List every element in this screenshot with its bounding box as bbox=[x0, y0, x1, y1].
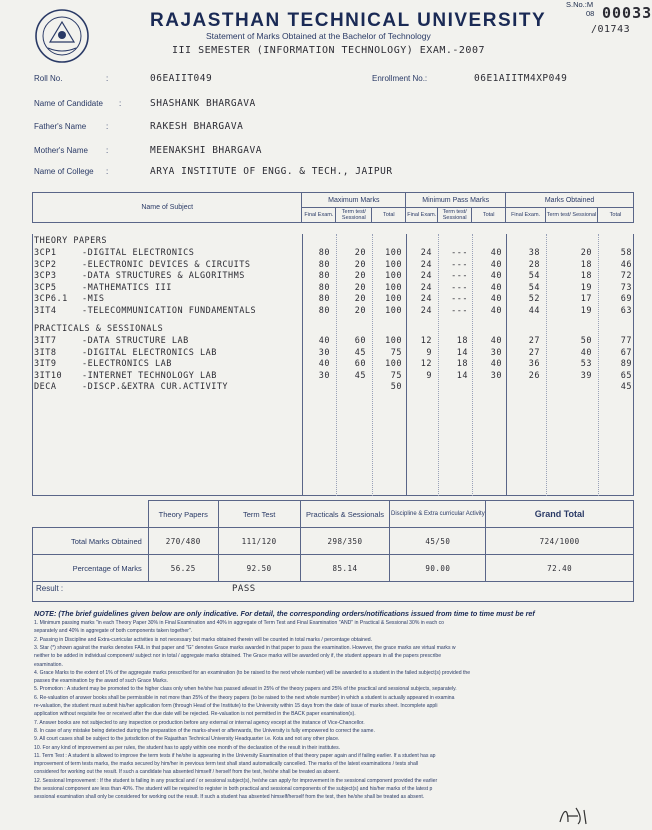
practical-total: 298/350 bbox=[300, 528, 390, 555]
mark-ot: 53 bbox=[580, 359, 592, 370]
candidate-label: Name of Candidate bbox=[34, 99, 103, 108]
mark-mtot: 75 bbox=[390, 347, 402, 358]
mark-pt: --- bbox=[451, 282, 468, 293]
mark-mt: 45 bbox=[354, 347, 366, 358]
percentage-label: Percentage of Marks bbox=[33, 555, 149, 582]
result-value: PASS bbox=[232, 584, 256, 594]
subject-name: -DIGITAL ELECTRONICS bbox=[82, 248, 195, 258]
mark-pt: 18 bbox=[456, 336, 468, 346]
note-line: 1. Minimum passing marks "in each Theory Paper 30% in Final Examination and 40% in aggregate of Term Test and Final Examination "AND" in Practical & Sessional 30% in each co bbox=[34, 620, 445, 626]
mark-pf: 12 bbox=[420, 336, 432, 346]
summary-theory-header: Theory Papers bbox=[148, 501, 218, 528]
mark-ptot: 30 bbox=[490, 370, 502, 381]
university-title: RAJASTHAN TECHNICAL UNIVERSITY bbox=[150, 10, 547, 31]
mark-of: 27 bbox=[528, 347, 540, 358]
candidate-value: SHASHANK BHARGAVA bbox=[150, 98, 256, 109]
mark-ptot: 40 bbox=[490, 259, 502, 270]
mark-otot: 89 bbox=[620, 359, 632, 370]
mark-mf: 30 bbox=[318, 347, 330, 358]
mark-mtot: 100 bbox=[385, 306, 402, 316]
mark-of: 27 bbox=[528, 336, 540, 346]
mark-mtot: 100 bbox=[385, 336, 402, 346]
total-marks-label: Total Marks Obtained bbox=[33, 528, 149, 555]
subject-code: 3CP3 bbox=[34, 271, 57, 282]
mark-pt: --- bbox=[451, 306, 468, 316]
note-line: sessional examination shall only be considered for working out the result. If such a student has absented himself/herself from the test, then he/she shall be treated as absent. bbox=[34, 794, 425, 801]
mark-ptot: 40 bbox=[490, 336, 502, 346]
colon: : bbox=[106, 167, 109, 176]
note-line: the sessional component are less than 40%. The student will be required to register in both practical and sessional components of the subject(s) and his/her marks of the latest p bbox=[34, 786, 433, 792]
subject-name: -TELECOMMUNICATION FUNDAMENTALS bbox=[82, 306, 257, 316]
subject-name: -ELECTRONIC DEVICES & CIRCUITS bbox=[82, 259, 251, 270]
mark-ot: 18 bbox=[580, 271, 592, 282]
mark-pf: 9 bbox=[426, 370, 432, 381]
mark-otot: 77 bbox=[620, 336, 632, 346]
result-label: Result : bbox=[36, 584, 64, 593]
mark-mf: 80 bbox=[318, 294, 330, 305]
mark-ptot: 40 bbox=[490, 271, 502, 282]
term-subheader: Term test/ Sessional bbox=[546, 208, 598, 223]
note-line: neither to be added in individual component/ subject nor in total / aggregate marks obtained. The Grace marks will be awarded only if, the student appears in all the papers prescribe bbox=[34, 653, 442, 660]
mark-of: 26 bbox=[528, 370, 540, 381]
total-subheader: Total bbox=[372, 208, 406, 223]
mark-mf: 40 bbox=[318, 336, 330, 346]
mark-otot: 69 bbox=[620, 294, 632, 305]
mark-mt: 20 bbox=[354, 294, 366, 305]
mark-ptot: 40 bbox=[490, 359, 502, 370]
note-line: considered for working out the result. If such a candidate has absented himself / herself from the test, he/she shall be treated as absent. bbox=[34, 769, 340, 776]
mark-pt: --- bbox=[451, 248, 468, 258]
mark-otot: 67 bbox=[620, 347, 632, 358]
mark-of: 54 bbox=[528, 282, 540, 293]
notes-heading: NOTE: (The brief guidelines given below are only indicative. For detail, the corresponding orders/notifications issued from time to time must be ref bbox=[34, 609, 535, 618]
mark-pf: 12 bbox=[420, 359, 432, 370]
mark-mf: 80 bbox=[318, 282, 330, 293]
subject-code: DECA bbox=[34, 382, 57, 393]
note-line: separately and 40% in aggregate of both components taken together". bbox=[34, 628, 193, 635]
mark-pf: 24 bbox=[420, 282, 432, 293]
colon: : bbox=[106, 74, 109, 83]
note-line: 3. Star (*) shown against the marks denotes FAIL in that paper and "G" denotes Grace marks awarded in that paper to pass the examination. However, the grace marks are virtual marks w bbox=[34, 644, 456, 651]
mark-mtot: 100 bbox=[385, 259, 402, 270]
mark-mt: 20 bbox=[354, 282, 366, 293]
mark-pt: 14 bbox=[456, 347, 468, 358]
mark-mt: 20 bbox=[354, 306, 366, 316]
marks-table-header bbox=[32, 192, 634, 223]
mark-pf: 24 bbox=[420, 259, 432, 270]
final-subheader: Final Exam. bbox=[302, 208, 336, 223]
subject-code: 3CP1 bbox=[34, 248, 57, 258]
mark-of: 44 bbox=[528, 306, 540, 316]
subject-name: -DATA STRUCTURE LAB bbox=[82, 336, 189, 346]
mark-pt: --- bbox=[451, 259, 468, 270]
university-seal-logo bbox=[32, 8, 92, 64]
subject-name: -MATHEMATICS III bbox=[82, 282, 172, 293]
mark-of: 28 bbox=[528, 259, 540, 270]
mark-otot: 65 bbox=[620, 370, 632, 381]
mark-pt: --- bbox=[451, 294, 468, 305]
serial-label: S.No.:M bbox=[566, 0, 594, 9]
enrollment-value: 06E1AIITM4XP049 bbox=[474, 73, 568, 84]
subject-code: 3CP2 bbox=[34, 259, 57, 270]
mark-mtot: 75 bbox=[390, 370, 402, 381]
note-line: 9. All court cases shall be subject to the jurisdiction of the Rajasthan Technical University Headquarter i.e. Kota and not any other place. bbox=[34, 736, 340, 743]
mark-pf: 24 bbox=[420, 294, 432, 305]
final-subheader: Final Exam. bbox=[406, 208, 438, 223]
roll-value: 06EAIIT049 bbox=[150, 73, 213, 84]
mark-pf: 24 bbox=[420, 306, 432, 316]
total-subheader: Total bbox=[472, 208, 506, 223]
summary-grand-header: Grand Total bbox=[486, 501, 634, 528]
result-row bbox=[32, 574, 634, 602]
mark-otot: 58 bbox=[620, 248, 632, 258]
summary-practical-header: Practicals & Sessionals bbox=[300, 501, 390, 528]
mark-mf: 80 bbox=[318, 271, 330, 282]
term-subheader: Term test/ Sessional bbox=[438, 208, 472, 223]
note-line: 10. For any kind of improvement as per rules, the student has to apply within one month of the declaration of the result in their institutes. bbox=[34, 744, 341, 751]
mark-ot: 50 bbox=[580, 336, 592, 346]
note-line: 2. Passing in Discipline and Extra-curricular activities is not necessary but marks obtained therein will be counted in total marks / percentage obtained. bbox=[34, 636, 373, 643]
colon: : bbox=[106, 146, 109, 155]
summary-table bbox=[32, 500, 634, 582]
max-marks-header: Maximum Marks bbox=[302, 193, 406, 208]
subject-code: 3IT7 bbox=[34, 336, 57, 346]
note-line: 6. Re-valuation of answer books shall be permissible in not more than 25% of the theory papers (to be raised to the next whole number) in which a student is actually appeared in examina bbox=[34, 694, 455, 701]
subject-code: 3CP5 bbox=[34, 282, 57, 293]
mark-mt: 60 bbox=[354, 359, 366, 370]
grand-total: 724/1000 bbox=[486, 528, 634, 555]
mark-of: 52 bbox=[528, 294, 540, 305]
note-line: passes the examination by the award of such Grace Marks. bbox=[34, 678, 168, 685]
note-line: re-valuation, the student must submit his/her application form (through Head of the Institute) to the University within 15 days from the date of issue of marks sheet. Incomplete appli bbox=[34, 703, 438, 709]
mark-otot: 72 bbox=[620, 271, 632, 282]
mark-pt: --- bbox=[451, 271, 468, 282]
mark-mt: 20 bbox=[354, 259, 366, 270]
section-practical: PRACTICALS & SESSIONALS bbox=[34, 324, 164, 334]
mark-ot: 39 bbox=[580, 370, 592, 381]
mark-mtot: 100 bbox=[385, 359, 402, 370]
roll-label: Roll No. bbox=[34, 74, 63, 83]
theory-percentage: 56.25 bbox=[148, 555, 218, 582]
mark-mf: 40 bbox=[318, 359, 330, 370]
subject-code: 3CP6.1 bbox=[34, 294, 68, 305]
total-subheader: Total bbox=[597, 208, 633, 223]
mark-otot: 45 bbox=[620, 382, 632, 393]
mark-ptot: 40 bbox=[490, 248, 502, 258]
mark-mt: 20 bbox=[354, 248, 366, 258]
mark-mt: 60 bbox=[354, 336, 366, 346]
mark-mf: 30 bbox=[318, 370, 330, 381]
father-value: RAKESH BHARGAVA bbox=[150, 121, 244, 132]
subject-name: -DATA STRUCTURES & ALGORITHMS bbox=[82, 271, 245, 282]
theory-total: 270/480 bbox=[148, 528, 218, 555]
mark-of: 36 bbox=[528, 359, 540, 370]
note-line: 11. Term Test : A student is allowed to improve the term tests if he/she is appearing in the University Examination of that theory paper again and if failing earlier. If a student has ap bbox=[34, 752, 436, 759]
mark-ptot: 40 bbox=[490, 282, 502, 293]
mark-ot: 19 bbox=[580, 282, 592, 293]
subject-code: 3IT8 bbox=[34, 347, 57, 358]
serial-prefix: 08 bbox=[586, 9, 595, 18]
discipline-percentage: 90.00 bbox=[390, 555, 486, 582]
summary-term-header: Term Test bbox=[218, 501, 300, 528]
exam-title: III SEMESTER (INFORMATION TECHNOLOGY) EXAM.-2007 bbox=[172, 45, 485, 56]
term-subheader: Term test/ Sessional bbox=[336, 208, 372, 223]
subject-name: -ELECTRONICS LAB bbox=[82, 359, 172, 370]
controller-signature bbox=[556, 806, 596, 830]
mark-pt: 14 bbox=[456, 370, 468, 381]
mark-of: 38 bbox=[528, 248, 540, 258]
term-percentage: 92.50 bbox=[218, 555, 300, 582]
summary-discipline-header: Discipline & Extra curricular Activity bbox=[390, 501, 486, 528]
college-value: ARYA INSTITUTE OF ENGG. & TECH., JAIPUR bbox=[150, 166, 393, 177]
mark-mtot: 100 bbox=[385, 248, 402, 258]
statement-subtitle: Statement of Marks Obtained at the Bachelor of Technology bbox=[206, 31, 431, 41]
subject-name: -MIS bbox=[82, 294, 105, 305]
mark-ot: 20 bbox=[580, 248, 592, 258]
subject-name: -DISCP.&EXTRA CUR.ACTIVITY bbox=[82, 382, 229, 393]
mark-ptot: 40 bbox=[490, 294, 502, 305]
note-line: improvement of term tests marks, the marks secured by him/her in previous term test shall stand automatically cancelled. The marks of the latest examinations / tests shall bbox=[34, 761, 419, 768]
mark-ptot: 30 bbox=[490, 347, 502, 358]
mother-value: MEENAKSHI BHARGAVA bbox=[150, 145, 262, 156]
mark-ot: 40 bbox=[580, 347, 592, 358]
mark-ot: 17 bbox=[580, 294, 592, 305]
colon: : bbox=[106, 122, 109, 131]
mark-ot: 19 bbox=[580, 306, 592, 316]
mark-of: 54 bbox=[528, 271, 540, 282]
term-total: 111/120 bbox=[218, 528, 300, 555]
subject-header: Name of Subject bbox=[33, 193, 302, 223]
min-marks-header: Minimum Pass Marks bbox=[406, 193, 506, 208]
subject-name: -DIGITAL ELECTRONICS LAB bbox=[82, 347, 217, 358]
mother-label: Mother's Name bbox=[34, 146, 88, 155]
college-label: Name of College bbox=[34, 167, 94, 176]
mark-pf: 9 bbox=[426, 347, 432, 358]
mark-mf: 80 bbox=[318, 248, 330, 258]
subject-code: 3IT9 bbox=[34, 359, 57, 370]
note-line: 5. Promotion : A student may be promoted to the higher class only when he/she has passed atleast in 25% of the theory papers and 25% of the practical and sessional subjects, separately. bbox=[34, 686, 457, 693]
mark-mf: 80 bbox=[318, 259, 330, 270]
final-subheader: Final Exam. bbox=[506, 208, 546, 223]
mark-mf: 80 bbox=[318, 306, 330, 316]
note-line: 8. In case of any mistake being detected during the preparation of the marks-sheet or afterwards, the University is fully empowered to correct the same. bbox=[34, 727, 375, 734]
mark-mt: 45 bbox=[354, 370, 366, 381]
subject-name: -INTERNET TECHNOLOGY LAB bbox=[82, 370, 217, 381]
enrollment-label: Enrollment No.: bbox=[372, 74, 428, 83]
mark-mtot: 100 bbox=[385, 282, 402, 293]
mark-otot: 46 bbox=[620, 259, 632, 270]
mark-mtot: 100 bbox=[385, 271, 402, 282]
mark-otot: 73 bbox=[620, 282, 632, 293]
note-line: examination. bbox=[34, 661, 63, 668]
obtained-header: Marks Obtained bbox=[506, 193, 634, 208]
mark-pf: 24 bbox=[420, 248, 432, 258]
mark-pf: 24 bbox=[420, 271, 432, 282]
colon: : bbox=[119, 99, 122, 108]
serial-subnumber: /01743 bbox=[591, 24, 631, 35]
note-line: application without requisite fee or received after the due date will be rejected. Re-valuation is not permitted in the BACK paper examination(s). bbox=[34, 711, 356, 718]
mark-pt: 18 bbox=[456, 359, 468, 370]
grand-percentage: 72.40 bbox=[486, 555, 634, 582]
serial-number: 00033 bbox=[602, 4, 652, 22]
mark-mtot: 50 bbox=[390, 382, 402, 393]
discipline-total: 45/50 bbox=[390, 528, 486, 555]
note-line: 4. Grace Marks to the extent of 1% of the aggregate marks prescribed for an examination (to be raised to the next whole number) will be awarded to a student in the failed subject(s) provided the bbox=[34, 669, 471, 676]
mark-ptot: 40 bbox=[490, 306, 502, 316]
mark-otot: 63 bbox=[620, 306, 632, 316]
mark-mt: 20 bbox=[354, 271, 366, 282]
section-theory: THEORY PAPERS bbox=[34, 236, 108, 246]
practical-percentage: 85.14 bbox=[300, 555, 390, 582]
subject-code: 3IT4 bbox=[34, 306, 57, 316]
note-line: 7. Answer books are not subjected to any inspection or production before any external or internal agency except at the instance of Vice-Chancellor. bbox=[34, 719, 365, 726]
father-label: Father's Name bbox=[34, 122, 87, 131]
note-line: 12. Sessional Improvement : If the student is failing in any practical and / or sessional subject(s), he/she can apply for improvement in the sessional component provided the earlier bbox=[34, 777, 438, 784]
subject-code: 3IT10 bbox=[34, 370, 63, 381]
mark-ot: 18 bbox=[580, 259, 592, 270]
mark-mtot: 100 bbox=[385, 294, 402, 305]
